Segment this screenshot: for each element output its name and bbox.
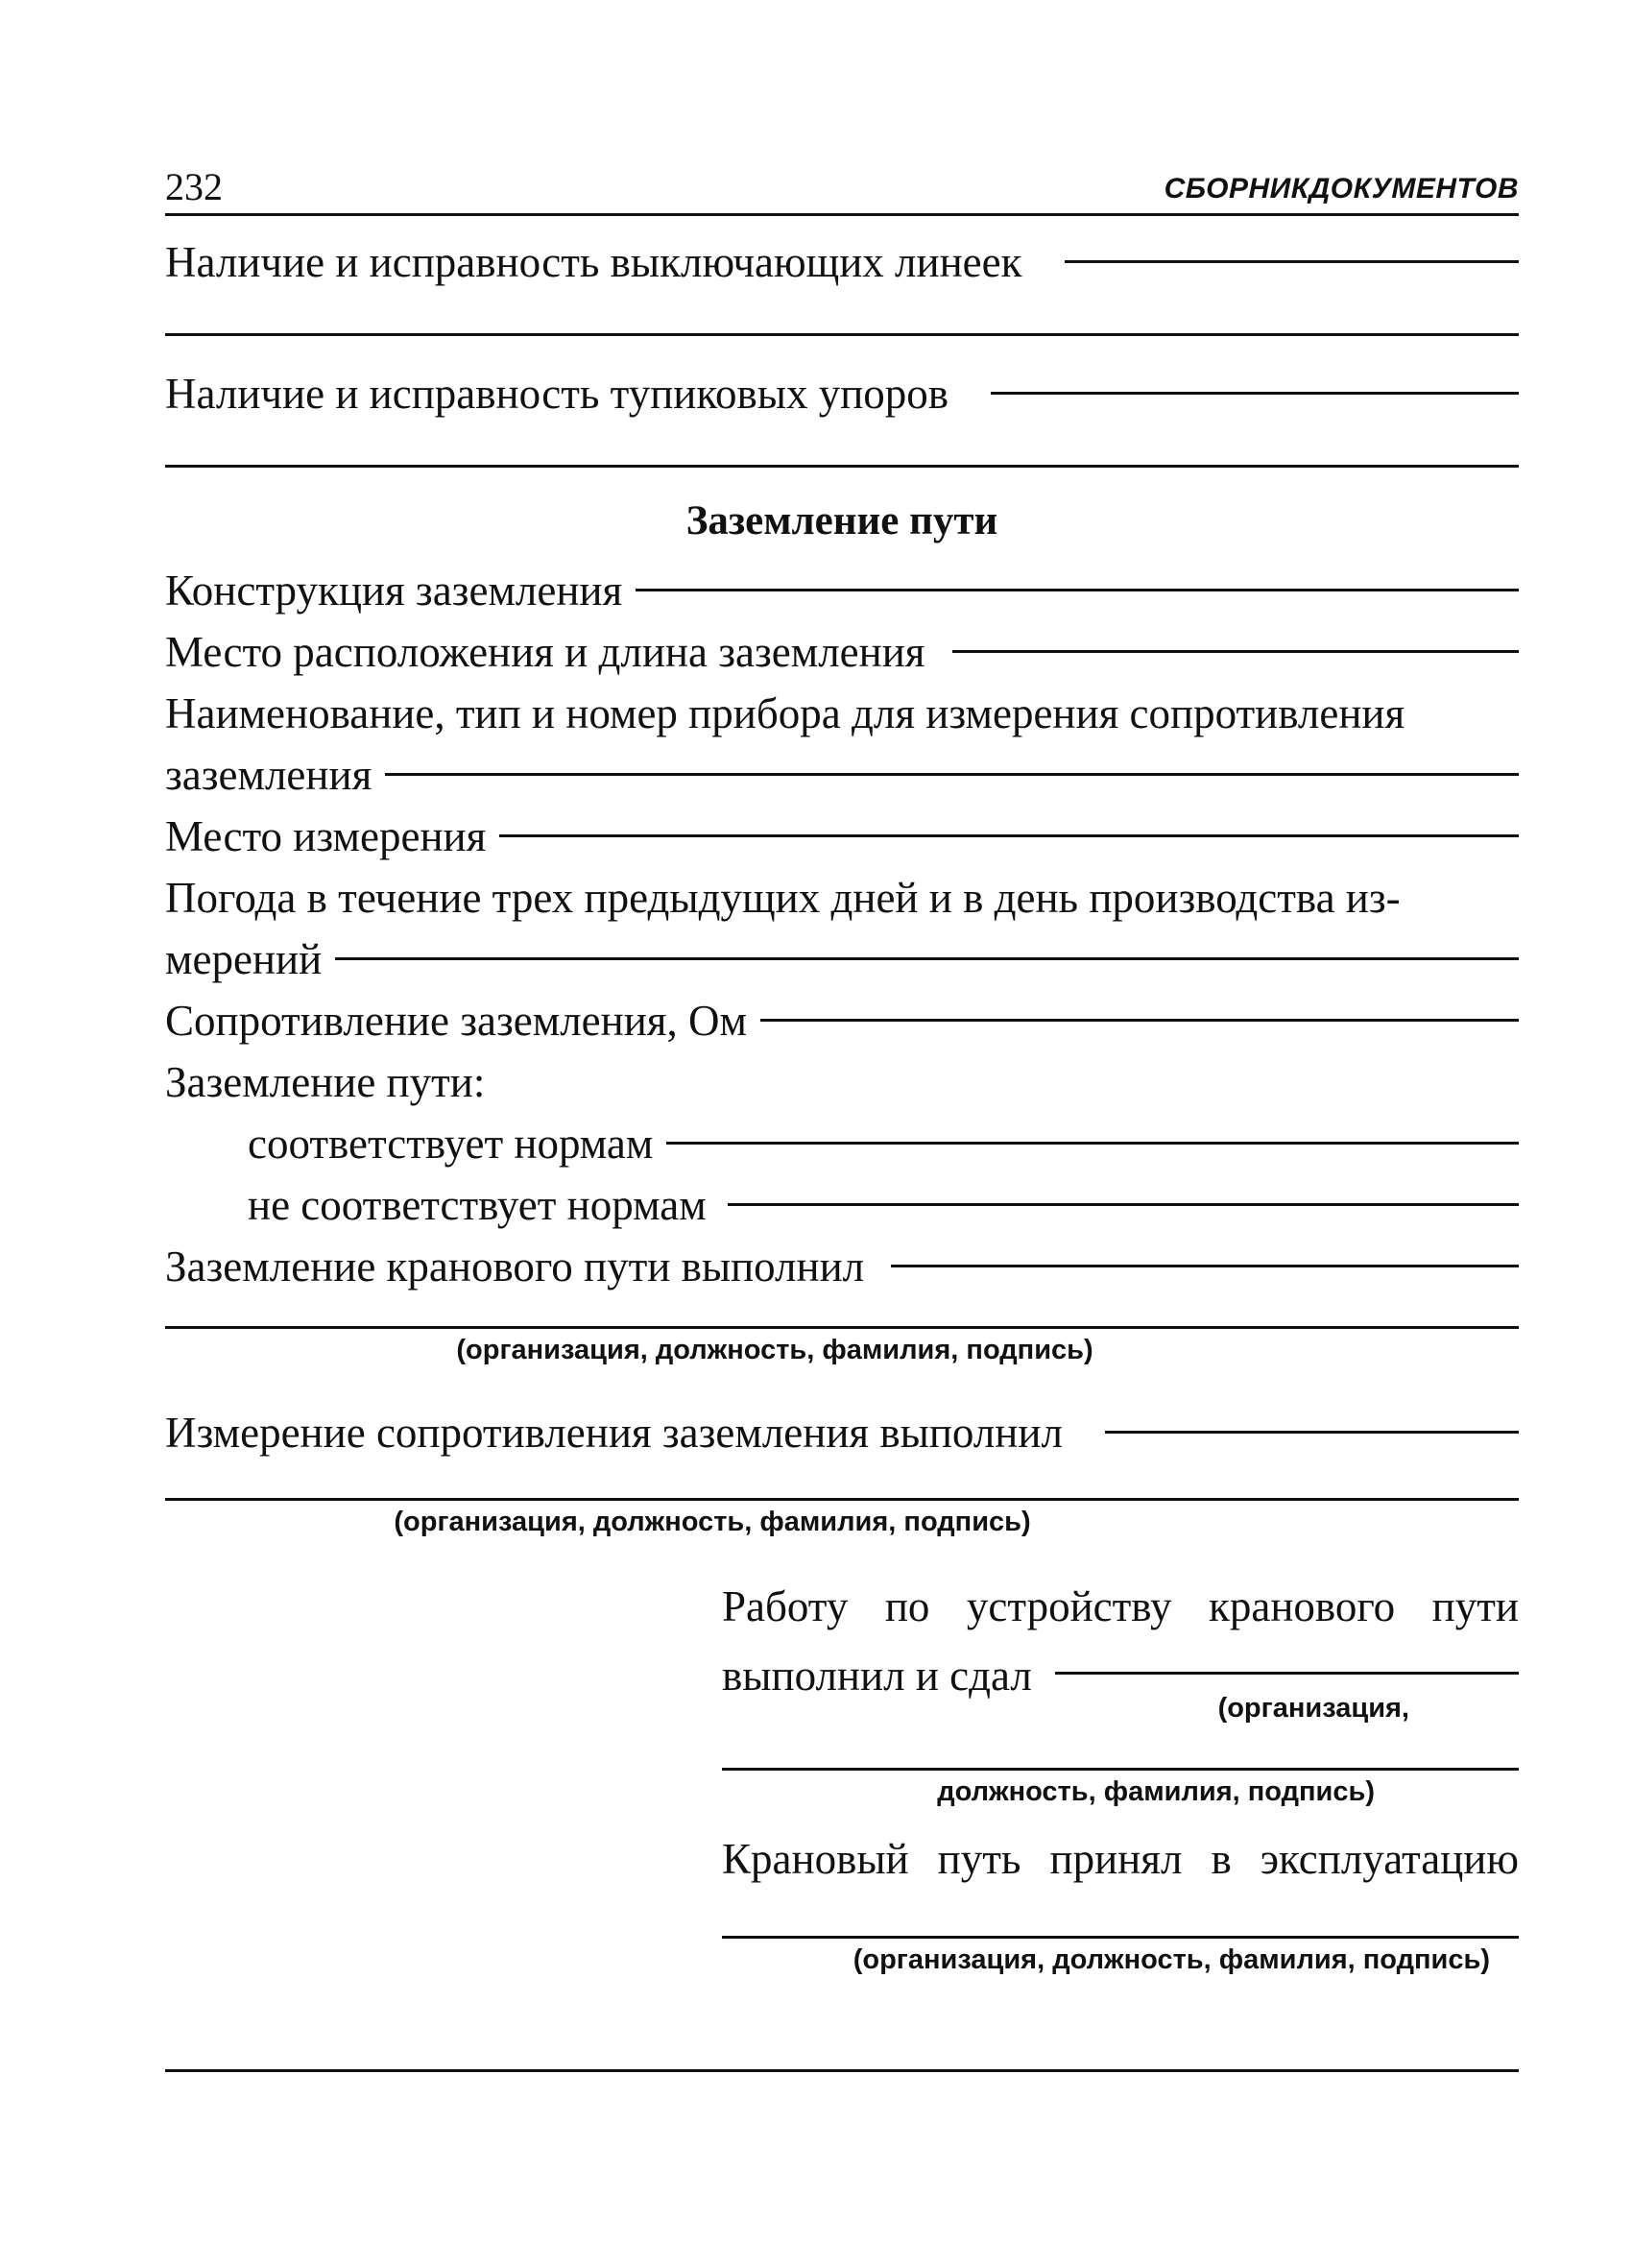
location-length-blank xyxy=(952,650,1520,653)
measurement-caption: (организация, должность, фамилия, подпись) xyxy=(394,1507,1031,1537)
handover-rule xyxy=(722,1768,1519,1771)
measure-place-label: Место измерения xyxy=(165,812,487,860)
resistance-blank xyxy=(760,1019,1519,1022)
signature-area xyxy=(165,1572,1519,2071)
acceptance-caption: (организация, должность, фамилия, подпись) xyxy=(853,1944,1490,1975)
acceptance-rule xyxy=(722,1936,1519,1939)
measurement-blank xyxy=(1105,1431,1519,1434)
path-grounding-label: Заземление пути: xyxy=(165,1058,486,1106)
measurement-rule xyxy=(165,1498,1519,1501)
handover-blank xyxy=(1055,1672,1519,1675)
switch-rulers-blank xyxy=(1065,260,1520,263)
end-stops-blank xyxy=(991,392,1519,395)
measure-place-field xyxy=(165,806,1519,867)
not-complies-field xyxy=(165,1174,1519,1236)
acceptance-label: Крановый путь принял в эксплуатацию xyxy=(722,1835,1519,1883)
handover-caption-part2: должность, фамилия, подпись) xyxy=(937,1776,1375,1807)
grounding-performed-blank xyxy=(891,1265,1519,1267)
handover-caption-part1: (организация, xyxy=(1217,1693,1409,1724)
not-complies-blank xyxy=(728,1203,1519,1206)
device-label-line2: заземления xyxy=(165,751,372,799)
device-field xyxy=(165,744,1519,806)
grounding-performed-caption: (организация, должность, фамилия, подпись) xyxy=(456,1335,1093,1365)
not-complies-label: не соответствует нормам xyxy=(248,1181,707,1229)
handover-line1: Работу по устройству кранового пути xyxy=(722,1582,1519,1630)
location-length-field xyxy=(165,621,1519,683)
weather-field xyxy=(165,929,1519,990)
complies-label: соответствует нормам xyxy=(248,1120,654,1168)
complies-blank xyxy=(666,1142,1519,1145)
measurement-field xyxy=(165,1402,1519,1463)
grounding-heading: Заземление пути xyxy=(685,498,998,543)
weather-label-line2: мерений xyxy=(165,935,323,983)
grounding-performed-label: Заземление кранового пути выполнил xyxy=(165,1243,865,1291)
grounding-performed-field xyxy=(165,1236,1519,1297)
switch-rulers-field xyxy=(165,231,1519,293)
weather-label-line1: Погода в течение трех предыдущих дней и в день производства из- xyxy=(165,874,1401,922)
page-number: 232 xyxy=(165,165,223,208)
grounding-fields xyxy=(165,560,1519,1297)
resistance-field xyxy=(165,990,1519,1051)
page-header xyxy=(165,154,1519,216)
measurement-label: Измерение сопротивления заземления выполнил xyxy=(165,1409,1063,1457)
complies-field xyxy=(165,1113,1519,1174)
construction-blank xyxy=(636,589,1519,591)
end-stops-rule xyxy=(165,465,1519,468)
resistance-label: Сопротивление заземления, Ом xyxy=(165,997,747,1045)
construction-field xyxy=(165,560,1519,621)
location-length-label: Место расположения и длина заземления xyxy=(165,628,925,676)
device-label-line1: Наименование, тип и номер прибора для измерения сопротивления xyxy=(165,689,1405,737)
document-page xyxy=(165,154,1519,2072)
switch-rulers-label: Наличие и исправность выключающих линеек xyxy=(165,238,1022,286)
grounding-performed-rule xyxy=(165,1326,1519,1329)
end-stops-field xyxy=(165,363,1519,424)
running-head: СБОРНИКДОКУМЕНТОВ xyxy=(1164,173,1519,205)
handover-block xyxy=(722,1572,1519,1979)
construction-label: Конструкция заземления xyxy=(165,567,623,615)
measure-place-blank xyxy=(499,834,1519,837)
weather-blank xyxy=(335,957,1519,960)
end-stops-label: Наличие и исправность тупиковых упоров xyxy=(165,370,949,418)
handover-line2: выполнил и сдал xyxy=(722,1652,1032,1700)
device-blank xyxy=(385,773,1519,776)
switch-rulers-rule xyxy=(165,333,1519,336)
